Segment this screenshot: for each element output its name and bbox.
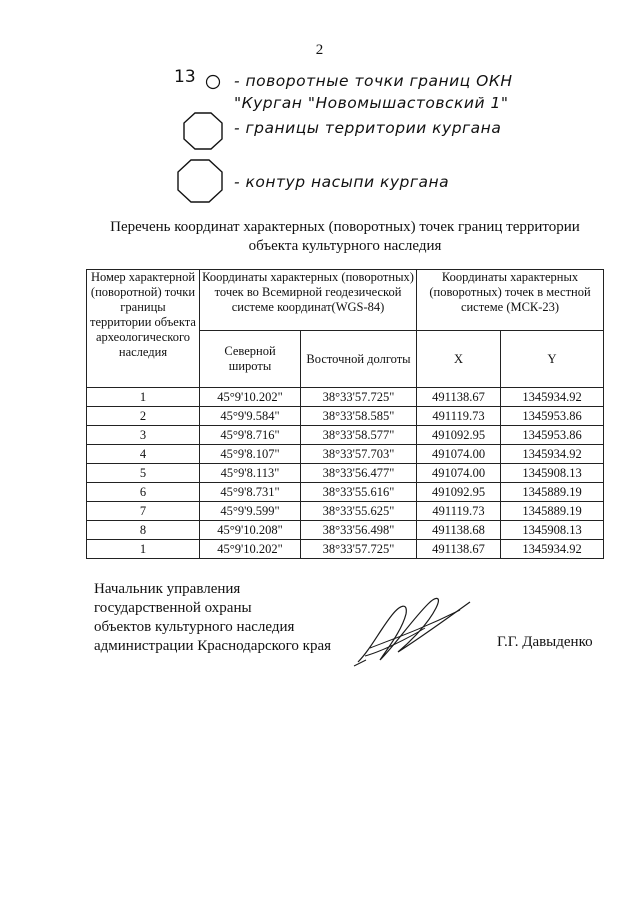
cell-x: 491092.95 — [417, 483, 501, 502]
header-y: Y — [501, 331, 604, 388]
title-line1: Перечень координат характерных (поворотных) точек границ территории — [110, 219, 580, 235]
header-point-number: Номер характерной (поворотной) точки границы территории объекта археологического наследия — [87, 270, 200, 388]
cell-longitude: 38°33'57.703" — [301, 445, 417, 464]
cell-point-number: 7 — [87, 502, 200, 521]
document-title — [60, 218, 630, 256]
cell-y: 1345934.92 — [501, 445, 604, 464]
table-row — [87, 540, 604, 559]
mound-contour-icon — [176, 159, 224, 203]
cell-x: 491092.95 — [417, 426, 501, 445]
signature-line1: Начальник управления — [94, 581, 241, 597]
cell-point-number: 5 — [87, 464, 200, 483]
legend-mound-label: - контур насыпи кургана — [234, 173, 450, 191]
cell-x: 491119.73 — [417, 502, 501, 521]
legend-territory-label: - границы территории кургана — [234, 119, 502, 137]
cell-longitude: 38°33'58.585" — [301, 407, 417, 426]
signature-block — [94, 580, 331, 656]
legend-point-label-line1: - поворотные точки границ ОКН — [234, 72, 513, 90]
signature-line3: объектов культурного наследия — [94, 619, 295, 635]
cell-point-number: 1 — [87, 540, 200, 559]
cell-point-number: 3 — [87, 426, 200, 445]
table-body — [87, 388, 604, 559]
cell-latitude: 45°9'8.107" — [200, 445, 301, 464]
cell-longitude: 38°33'56.498" — [301, 521, 417, 540]
signature-line4: администрации Краснодарского края — [94, 638, 332, 654]
cell-y: 1345953.86 — [501, 426, 604, 445]
cell-x: 491138.68 — [417, 521, 501, 540]
cell-latitude: 45°9'8.716" — [200, 426, 301, 445]
cell-point-number: 1 — [87, 388, 200, 407]
cell-y: 1345889.19 — [501, 483, 604, 502]
title-line2: объекта культурного наследия — [248, 238, 442, 254]
header-wgs84: Координаты характерных (поворотных) точек во Всемирной геодезической системе координат(WGS-84) — [200, 270, 417, 331]
table-row — [87, 426, 604, 445]
page-number: 2 — [315, 42, 324, 58]
cell-longitude: 38°33'57.725" — [301, 540, 417, 559]
table-row — [87, 445, 604, 464]
cell-y: 1345953.86 — [501, 407, 604, 426]
cell-x: 491138.67 — [417, 388, 501, 407]
cell-x: 491119.73 — [417, 407, 501, 426]
handwritten-signature — [350, 590, 480, 670]
coordinates-table — [86, 269, 604, 559]
cell-y: 1345934.92 — [501, 388, 604, 407]
signature-line2: государственной охраны — [94, 600, 252, 616]
header-msk23: Координаты характерных (поворотных) точек в местной системе (МСК-23) — [417, 270, 604, 331]
cell-point-number: 2 — [87, 407, 200, 426]
cell-y: 1345908.13 — [501, 521, 604, 540]
cell-latitude: 45°9'8.113" — [200, 464, 301, 483]
cell-longitude: 38°33'58.577" — [301, 426, 417, 445]
table-row — [87, 502, 604, 521]
cell-longitude: 38°33'56.477" — [301, 464, 417, 483]
cell-latitude: 45°9'10.202" — [200, 540, 301, 559]
cell-latitude: 45°9'10.202" — [200, 388, 301, 407]
header-longitude: Восточной долготы — [301, 331, 417, 388]
cell-y: 1345889.19 — [501, 502, 604, 521]
cell-latitude: 45°9'10.208" — [200, 521, 301, 540]
table-row — [87, 407, 604, 426]
cell-longitude: 38°33'55.616" — [301, 483, 417, 502]
cell-longitude: 38°33'55.625" — [301, 502, 417, 521]
table-row — [87, 388, 604, 407]
header-latitude: Северной широты — [200, 331, 301, 388]
legend-point-label-line2: "Курган "Новомышастовский 1" — [234, 94, 509, 112]
table-row — [87, 464, 604, 483]
table-row — [87, 521, 604, 540]
cell-point-number: 8 — [87, 521, 200, 540]
cell-x: 491138.67 — [417, 540, 501, 559]
cell-x: 491074.00 — [417, 445, 501, 464]
cell-point-number: 6 — [87, 483, 200, 502]
cell-y: 1345934.92 — [501, 540, 604, 559]
legend-point-number: 13 — [174, 67, 196, 87]
territory-boundary-icon — [182, 112, 224, 150]
table-row — [87, 483, 604, 502]
cell-point-number: 4 — [87, 445, 200, 464]
cell-latitude: 45°9'8.731" — [200, 483, 301, 502]
point-marker-icon — [205, 74, 221, 90]
cell-x: 491074.00 — [417, 464, 501, 483]
signatory-name: Г.Г. Давыденко — [497, 634, 593, 650]
cell-longitude: 38°33'57.725" — [301, 388, 417, 407]
cell-latitude: 45°9'9.599" — [200, 502, 301, 521]
cell-y: 1345908.13 — [501, 464, 604, 483]
cell-latitude: 45°9'9.584" — [200, 407, 301, 426]
header-x: X — [417, 331, 501, 388]
